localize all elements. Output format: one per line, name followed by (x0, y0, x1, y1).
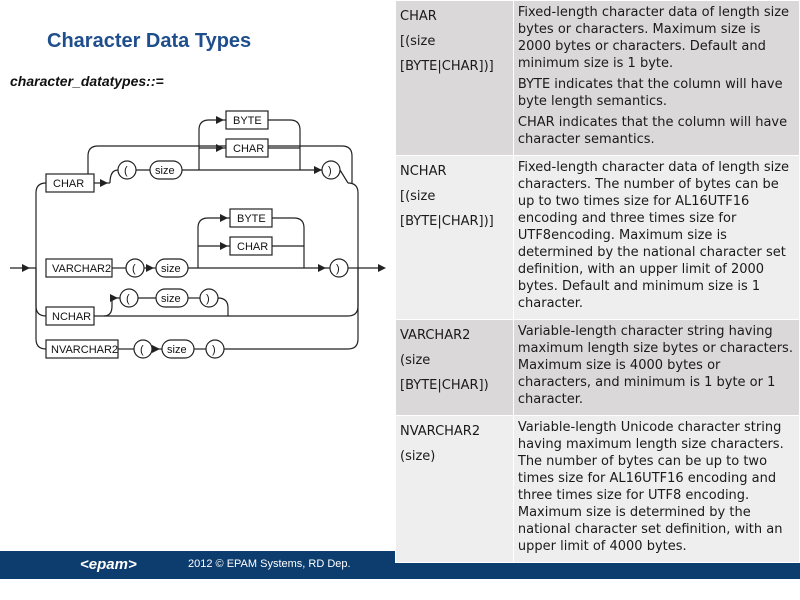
table-row (396, 416, 800, 563)
lparen-label-4: ( (140, 344, 144, 356)
type-line: (size) (400, 449, 436, 464)
type-line: [BYTE|CHAR]) (400, 378, 489, 393)
description-cell (513, 1, 799, 156)
type-line: NCHAR (400, 164, 447, 179)
type-line: VARCHAR2 (400, 328, 471, 343)
rparen-label-1: ) (328, 165, 332, 177)
lparen-label-3: ( (126, 293, 130, 305)
datatype-table-container (395, 0, 800, 600)
syntax-diagram (0, 60, 395, 360)
rparen-label-3: ) (206, 293, 210, 305)
char-unit-label-2: CHAR (237, 241, 269, 253)
table-row (396, 1, 800, 156)
nchar-label: NCHAR (52, 311, 92, 323)
diagram-heading: character_datatypes::= (10, 73, 164, 89)
table-row (396, 320, 800, 416)
type-cell (396, 416, 514, 563)
size-label-1: size (155, 165, 175, 177)
type-line: [(size (400, 189, 436, 204)
lparen-label-1: ( (124, 165, 128, 177)
varchar2-label: VARCHAR2 (52, 263, 112, 275)
copyright-text: 2012 © EPAM Systems, RD Dep. (188, 558, 351, 570)
description-cell (513, 320, 799, 416)
nvarchar2-label: NVARCHAR2 (51, 344, 119, 356)
size-label-2: size (161, 263, 181, 275)
type-cell (396, 320, 514, 416)
description-paragraph: Fixed-length character data of length size bytes or characters. Maximum size is 2000 bytes or characters. Default and minimum size is 1 byte. (517, 5, 790, 71)
char-label: CHAR (53, 178, 85, 190)
rparen-label-4: ) (212, 344, 216, 356)
description-cell (513, 156, 799, 320)
size-label-3: size (161, 293, 181, 305)
description-paragraph: Fixed-length character data of length size characters. The number of bytes can be up to two times size for AL16UTF16 encoding and three times size for UTF8encoding. Maximum size is determined by the national character set definition, with an upper limit of 2000 bytes. Default and minimum size is 1 character. (517, 160, 790, 311)
size-label-4: size (167, 344, 187, 356)
type-line: [BYTE|CHAR])] (400, 59, 494, 74)
byte-label-2: BYTE (237, 213, 266, 225)
type-line: [BYTE|CHAR])] (400, 214, 494, 229)
type-cell (396, 156, 514, 320)
description-paragraph: Variable-length character string having maximum length size bytes or characters. Maximum size is 4000 bytes or characters, and minimum is 1 byte or 1 character. (517, 324, 793, 407)
slide-title: Character Data Types (47, 30, 252, 52)
lparen-label-2: ( (132, 263, 136, 275)
description-paragraph: CHAR indicates that the column will have character semantics. (517, 115, 788, 147)
byte-label-1: BYTE (233, 115, 262, 127)
epam-logo: <epam> (80, 556, 137, 573)
description-paragraph: Variable-length Unicode character string having maximum length size characters. The number of bytes can be up to two times size for AL16UTF16 encoding and three times size for UTF8 encoding. Maximum size is determined by the national character set definition, with an upper limit of 4000 bytes. (517, 420, 784, 554)
description-paragraph: BYTE indicates that the column will have byte length semantics. (517, 77, 783, 109)
type-line: (size (400, 353, 431, 368)
type-line: [(size (400, 34, 436, 49)
type-line: NVARCHAR2 (400, 424, 481, 439)
type-cell (396, 1, 514, 156)
type-line: CHAR (400, 9, 437, 24)
rparen-label-2: ) (336, 263, 340, 275)
datatype-table (395, 0, 800, 563)
char-unit-label-1: CHAR (233, 143, 265, 155)
table-row (396, 156, 800, 320)
description-cell (513, 416, 799, 563)
